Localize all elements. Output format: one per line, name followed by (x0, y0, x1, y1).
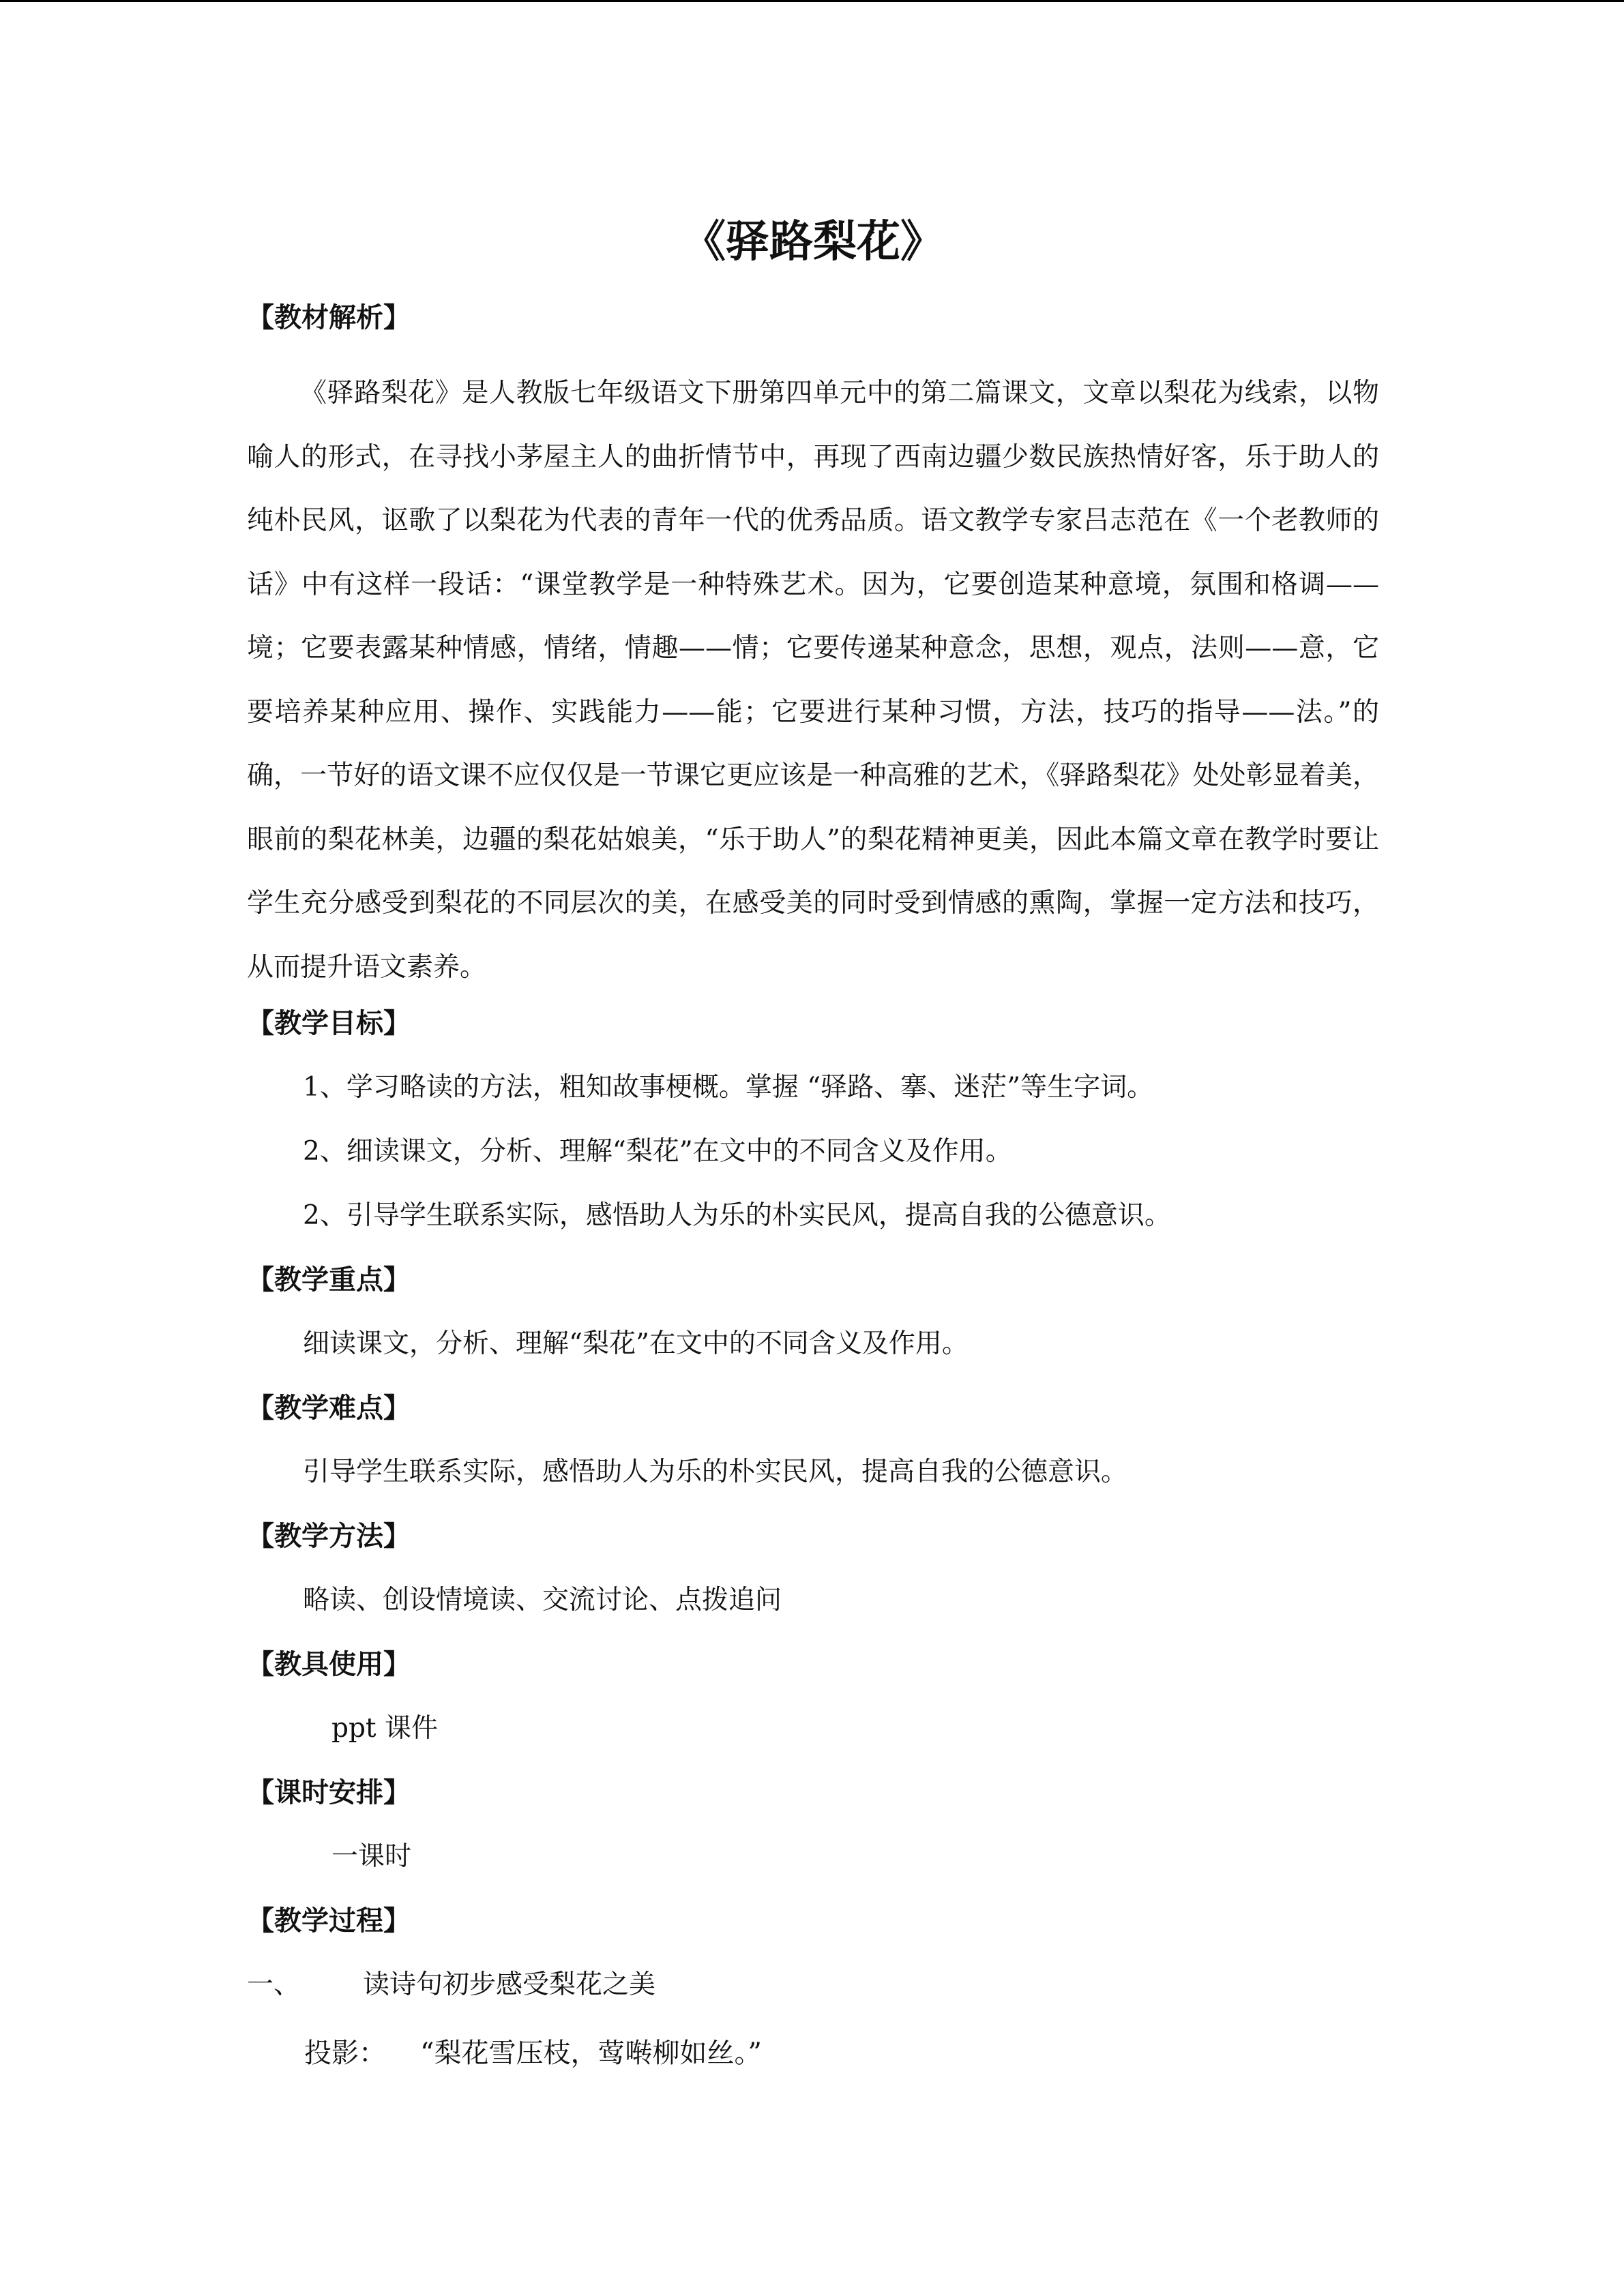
projection-label: 投影： (304, 2038, 386, 2069)
heading-process: 【教学过程】 (247, 1905, 411, 1937)
document-page (247, 205, 1379, 2074)
document-title: 《驿路梨花》 (682, 217, 944, 267)
objective-item-3: 2、引导学生联系实际，感悟助人为乐的朴实民风，提高自我的公德意识。 (303, 1200, 1171, 1231)
schedule-text: 一课时 (331, 1841, 412, 1872)
objective-item-2: 2、细读课文，分析、理解“梨花”在文中的不同含义及作用。 (303, 1136, 1012, 1167)
key-points-text: 细读课文，分析、理解“梨花”在文中的不同含义及作用。 (303, 1328, 969, 1359)
process-step-1 (247, 1965, 1379, 2006)
methods-text: 略读、创设情境读、交流讨论、点拨追问 (303, 1585, 782, 1615)
top-border-line (0, 0, 1624, 2)
tools-text: ppt 课件 (331, 1713, 439, 1744)
heading-schedule: 【课时安排】 (247, 1777, 411, 1808)
objective-item-1: 1、学习略读的方法，粗知故事梗概。掌握 “驿路、搴、迷茫”等生字词。 (303, 1072, 1154, 1103)
analysis-paragraph: 《驿路梨花》是人教版七年级语文下册第四单元中的第二篇课文，文章以梨花为线索，以物喻人的形式，在寻找小茅屋主人的曲折情节中，再现了西南边疆少数民族热情好客，乐于助人的纯朴民风，讴歌了以梨花为代表的青年一代的优秀品质。语文教学专家吕志范在《一个老教师的话》中有这样一段话：“课堂教学是一种特殊艺术。因为，它要创造某种意境，氛围和格调——境；它要表露某种情感，情绪，情趣——情；它要传递某种意念，思想，观点，法则——意，它要培养某种应用、操作、实践能力——能；它要进行某种习惯，方法，技巧的指导——法。”的确，一节好的语文课不应仅仅是一节课它更应该是一种高雅的艺术，《驿路梨花》处处彰显着美，眼前的梨花林美，边疆的梨花姑娘美，“乐于助人”的梨花精神更美，因此本篇文章在教学时要让学生充分感受到梨花的不同层次的美，在感受美的同时受到情感的熏陶，掌握一定方法和技巧，从而提升语文素养。 (247, 378, 1379, 983)
process-step-text: 读诗句初步感受梨花之美 (363, 1969, 656, 2000)
difficulties-text: 引导学生联系实际，感悟助人为乐的朴实民风，提高自我的公德意识。 (303, 1457, 1128, 1487)
process-step-number: 一、 (247, 1969, 301, 2000)
projection-text: “梨花雪压枝，莺啭柳如丝。” (420, 2038, 762, 2069)
heading-tools: 【教具使用】 (247, 1649, 411, 1680)
heading-key-points: 【教学重点】 (247, 1264, 411, 1296)
projection-line (247, 2033, 1379, 2074)
heading-methods: 【教学方法】 (247, 1521, 411, 1552)
heading-difficulties: 【教学难点】 (247, 1392, 411, 1424)
heading-objectives: 【教学目标】 (247, 1008, 411, 1039)
heading-analysis: 【教材解析】 (247, 302, 411, 333)
